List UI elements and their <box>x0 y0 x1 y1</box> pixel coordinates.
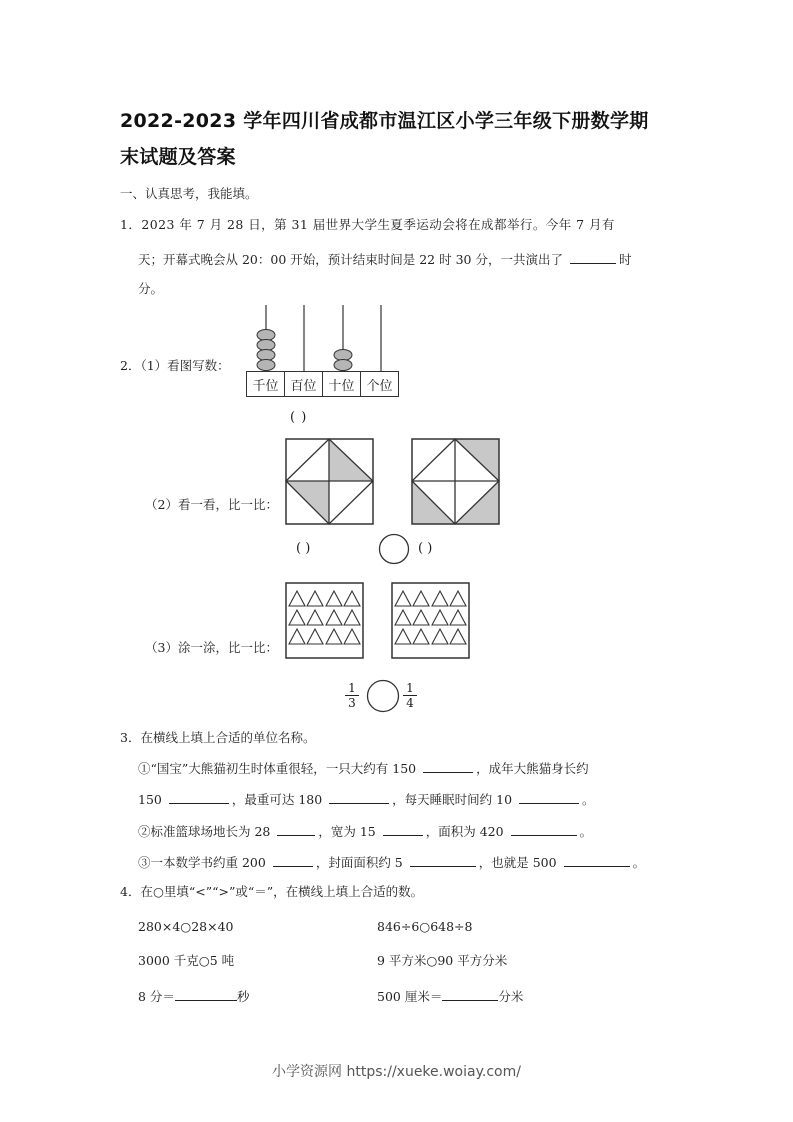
q2-part3-label: （3）涂一涂，比一比： <box>145 640 278 655</box>
q4-row3-left-text-a: 8 分＝ <box>138 989 175 1004</box>
triangle-grid-left[interactable] <box>285 582 365 660</box>
q4-row3-left-text-b: 秒 <box>236 989 250 1004</box>
q3-blank-4[interactable] <box>519 791 579 804</box>
abacus-icon <box>246 305 402 373</box>
title-line-1: 2022-2023 学年四川省成都市温江区小学三年级下册数学期 <box>120 110 649 132</box>
q3-item2 <box>138 823 592 840</box>
q3-item1-text-a: ①“国宝”大熊猫初生时体重很轻，一只大约有 150 <box>138 761 417 776</box>
q4-heading: 4．在○里填“<”“>”或“＝”，在横线上填上合适的数。 <box>120 884 424 899</box>
q1-line-2-text: 天；开幕式晚会从 20：00 开始，预计结束时间是 22 时 30 分，一共演出了 <box>138 252 563 267</box>
q3-item1-line1 <box>138 760 589 777</box>
square-diagram-right <box>411 438 501 526</box>
q3-item3 <box>138 854 645 871</box>
q4-row1-right[interactable]: 846÷6○648÷8 <box>377 919 473 934</box>
q1-answer-blank[interactable] <box>570 251 616 264</box>
title-line-2: 末试题及答案 <box>120 146 236 168</box>
q3-blank-3[interactable] <box>329 791 389 804</box>
fraction-one-third <box>345 681 359 710</box>
place-thousands: 千位 <box>247 372 285 397</box>
q3-blank-5[interactable] <box>277 823 315 836</box>
q3-item2-text-b: ，宽为 15 <box>318 824 376 839</box>
q3-item1-line2 <box>138 791 595 808</box>
place-ones: 个位 <box>361 372 399 397</box>
place-tens: 十位 <box>323 372 361 397</box>
section-heading: 一、认真思考，我能填。 <box>120 186 258 201</box>
q2-part2-label: （2）看一看，比一比： <box>145 497 278 512</box>
q3-item3-text-a: ③一本数学书约重 200 <box>138 855 266 870</box>
q3-blank-6[interactable] <box>383 823 423 836</box>
q3-blank-7[interactable] <box>511 823 577 836</box>
q3-item3-text-d: 。 <box>632 855 646 870</box>
fraction-numerator: 1 <box>345 681 359 696</box>
q3-item1-text-d: ，最重可达 180 <box>231 792 323 807</box>
q3-blank-2[interactable] <box>169 791 229 804</box>
q3-item1-text-f: 。 <box>582 792 595 807</box>
q3-item3-text-c: ，也就是 500 <box>478 855 557 870</box>
triangle-grid-right[interactable] <box>391 582 471 660</box>
q2-part2-right-blank[interactable]: ( ) <box>418 541 433 556</box>
q2-part1-label: 2．（1）看图写数： <box>120 358 230 373</box>
q3-blank-1[interactable] <box>423 760 473 773</box>
q4-row2-right[interactable]: 9 平方米○90 平方分米 <box>377 953 508 968</box>
compare-circle-icon[interactable] <box>366 679 400 713</box>
q4-row3-left <box>138 988 249 1005</box>
document-title <box>120 103 690 175</box>
q3-blank-8[interactable] <box>273 854 313 867</box>
q3-item1-text-c: 150 <box>138 792 162 807</box>
q3-item2-text-c: ，面积为 420 <box>425 824 504 839</box>
q1-line-3: 分。 <box>138 281 164 296</box>
q1-line-2 <box>138 251 631 268</box>
q1-line-1: 1．2023 年 7 月 28 日，第 31 届世界大学生夏季运动会将在成都举行。今年 7 月有 <box>120 217 615 232</box>
q4-row1-left[interactable]: 280×4○28×40 <box>138 919 234 934</box>
compare-circle-icon[interactable] <box>378 533 410 565</box>
q4-blank-seconds[interactable] <box>175 988 237 1001</box>
fraction-one-fourth <box>403 681 417 710</box>
q3-item2-text-d: 。 <box>579 824 593 839</box>
q4-row3-right <box>377 988 523 1005</box>
fraction-denominator: 4 <box>406 696 414 710</box>
q3-blank-9[interactable] <box>410 854 476 867</box>
q2-part2-left-blank[interactable]: ( ) <box>296 541 311 556</box>
q3-item1-text-e: ，每天睡眠时间约 10 <box>392 792 513 807</box>
place-value-table <box>246 371 399 397</box>
q2-part1-answer-blank[interactable]: ( ) <box>290 410 308 425</box>
square-diagram-left <box>285 438 375 526</box>
fraction-numerator: 1 <box>403 681 417 696</box>
q1-unit-hour: 时 <box>618 252 632 267</box>
q4-row3-right-text-b: 分米 <box>498 989 524 1004</box>
q4-blank-decimeters[interactable] <box>442 988 498 1001</box>
footer-watermark: 小学资源网 https://xueke.woiay.com/ <box>272 1064 521 1080</box>
q4-row2-left[interactable]: 3000 千克○5 吨 <box>138 953 235 968</box>
q4-row3-right-text-a: 500 厘米＝ <box>377 989 443 1004</box>
q3-item1-text-b: ，成年大熊猫身长约 <box>476 761 589 776</box>
q3-item2-text-a: ②标准篮球场地长为 28 <box>138 824 271 839</box>
q3-heading: 3．在横线上填上合适的单位名称。 <box>120 730 316 745</box>
place-hundreds: 百位 <box>285 372 323 397</box>
fraction-denominator: 3 <box>348 696 356 710</box>
q3-item3-text-b: ，封面面积约 5 <box>315 855 403 870</box>
q3-blank-10[interactable] <box>564 854 630 867</box>
